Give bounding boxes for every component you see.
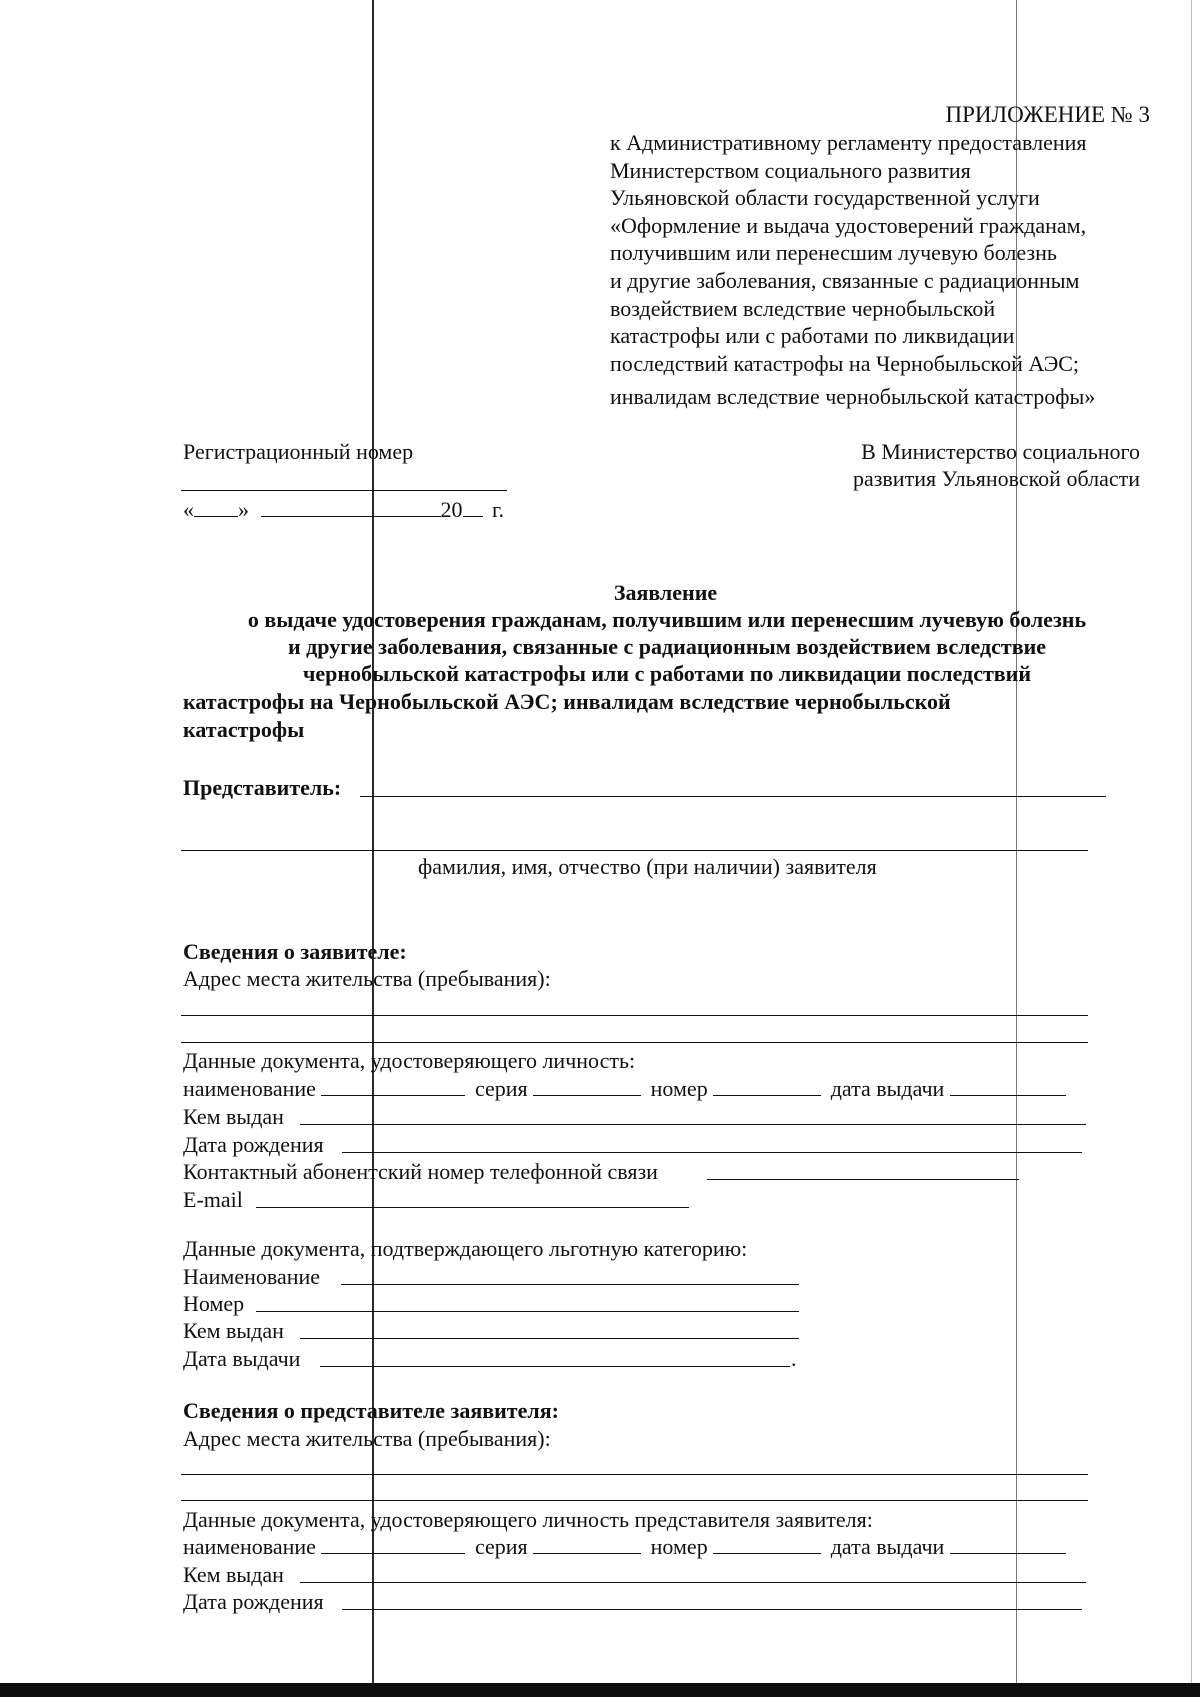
appendix-line: воздействием вследствие чернобыльской xyxy=(610,295,996,321)
applicant-id-doc-heading: Данные документа, удостоверяющего личность: xyxy=(183,1048,636,1073)
applicant-email-field[interactable] xyxy=(256,1207,689,1208)
rep-address-line-2[interactable] xyxy=(181,1500,1088,1501)
applicant-phone-label: Контактный абонентский номер телефонной связи xyxy=(183,1159,658,1184)
appendix-line: и другие заболевания, связанные с радиационным xyxy=(610,267,1080,293)
applicant-issued-by-label: Кем выдан xyxy=(183,1104,284,1129)
registration-label: Регистрационный номер xyxy=(183,439,414,464)
applicant-address-line-2[interactable] xyxy=(181,1042,1088,1043)
appendix-line: катастрофы или с работами по ликвидации xyxy=(610,323,1015,349)
addressee-line1: В Министерство социального xyxy=(861,439,1140,464)
appendix-line: Ульяновской области государственной услуги xyxy=(610,185,1040,211)
statement-line: катастрофы на Чернобыльской АЭС; инвалидам вследствие чернобыльской xyxy=(183,689,951,714)
rep-doc-issue-date-label: дата выдачи xyxy=(830,1534,945,1559)
date-year-suffix: г. xyxy=(492,497,505,522)
doc-series-field[interactable] xyxy=(533,1077,641,1096)
benefit-number-label: Номер xyxy=(183,1291,245,1316)
rep-doc-number-label: номер xyxy=(650,1534,708,1559)
applicant-address-label: Адрес места жительства (пребывания): xyxy=(183,966,551,991)
doc-series-label: серия xyxy=(474,1076,528,1101)
statement-line: о выдаче удостоверения гражданам, получившим или перенесшим лучевую болезнь xyxy=(247,607,1087,632)
scan-edge-line xyxy=(1191,0,1192,1683)
statement-line: и другие заболевания, связанные с радиационным воздействием вследствие xyxy=(287,634,1047,659)
applicant-issued-by-field[interactable] xyxy=(300,1124,1086,1125)
appendix-number: ПРИЛОЖЕНИЕ № 3 xyxy=(945,102,1150,127)
registration-date-row xyxy=(183,498,504,521)
rep-id-doc-heading: Данные документа, удостоверяющего личность представителя заявителя: xyxy=(183,1507,873,1532)
rep-doc-number-field[interactable] xyxy=(713,1535,821,1554)
benefit-issue-date-label: Дата выдачи xyxy=(183,1346,301,1371)
applicant-phone-field[interactable] xyxy=(707,1179,1019,1180)
appendix-line: последствий катастрофы на Чернобыльской АЭС; xyxy=(610,350,1080,376)
representative-label: Представитель: xyxy=(183,775,342,800)
applicant-birth-date-field[interactable] xyxy=(342,1152,1082,1153)
rep-doc-series-label: серия xyxy=(474,1534,528,1559)
date-close-quote: » xyxy=(238,497,249,522)
doc-number-label: номер xyxy=(650,1076,708,1101)
doc-name-field[interactable] xyxy=(321,1077,465,1096)
appendix-line: Министерством социального развития xyxy=(610,157,971,183)
addressee-line2: развития Ульяновской области xyxy=(852,466,1140,491)
benefit-number-field[interactable] xyxy=(256,1311,799,1312)
rep-birth-date-label: Дата рождения xyxy=(183,1589,324,1614)
date-year-blank[interactable] xyxy=(463,498,483,517)
date-day-blank[interactable] xyxy=(194,498,238,517)
rep-address-line-1[interactable] xyxy=(181,1474,1088,1475)
benefit-issued-by-field[interactable] xyxy=(300,1338,799,1339)
benefit-heading: Данные документа, подтверждающего льготную категорию: xyxy=(183,1236,748,1261)
representative-caption: фамилия, имя, отчество (при наличии) заявителя xyxy=(418,854,877,879)
rep-birth-date-field[interactable] xyxy=(342,1609,1082,1610)
date-year-prefix: 20 xyxy=(440,497,463,522)
statement-line: катастрофы xyxy=(183,717,305,742)
rep-doc-series-field[interactable] xyxy=(533,1535,641,1554)
benefit-name-label: Наименование xyxy=(183,1264,321,1289)
benefit-name-field[interactable] xyxy=(341,1284,799,1285)
representative-name-line[interactable] xyxy=(360,796,1106,797)
rep-issued-by-label: Кем выдан xyxy=(183,1562,284,1587)
appendix-line: «Оформление и выдача удостоверений гражданам, xyxy=(610,212,1087,238)
appendix-line: получившим или перенесшим лучевую болезнь xyxy=(610,240,1057,266)
benefit-end-dot: . xyxy=(791,1346,797,1371)
scan-bottom-edge xyxy=(0,1683,1200,1697)
date-month-blank[interactable] xyxy=(261,498,441,517)
doc-issue-date-field[interactable] xyxy=(950,1077,1066,1096)
representative-name-line-2[interactable] xyxy=(181,850,1088,851)
rep-doc-name-field[interactable] xyxy=(321,1535,465,1554)
date-open-quote: « xyxy=(183,497,194,522)
applicant-birth-date-label: Дата рождения xyxy=(183,1132,324,1157)
rep-doc-name-label: наименование xyxy=(183,1534,316,1559)
rep-doc-issue-date-field[interactable] xyxy=(950,1535,1066,1554)
doc-number-field[interactable] xyxy=(713,1077,821,1096)
rep-address-label: Адрес места жительства (пребывания): xyxy=(183,1426,551,1451)
applicant-email-label: E-mail xyxy=(183,1187,243,1212)
applicant-id-doc-row xyxy=(183,1077,1066,1100)
statement-title: Заявление xyxy=(613,580,718,605)
appendix-line: инвалидам вследствие чернобыльской катастрофы» xyxy=(610,384,1096,410)
registration-number-line[interactable] xyxy=(181,490,507,491)
doc-name-label: наименование xyxy=(183,1076,316,1101)
rep-info-heading: Сведения о представителе заявителя: xyxy=(183,1398,559,1423)
benefit-issued-by-label: Кем выдан xyxy=(183,1318,284,1343)
appendix-line: к Административному регламенту предоставления xyxy=(610,130,1087,155)
rep-id-doc-row xyxy=(183,1535,1066,1558)
statement-line: чернобыльской катастрофы или с работами по ликвидации последствий xyxy=(302,661,1031,686)
doc-issue-date-label: дата выдачи xyxy=(830,1076,945,1101)
appendix-approval-block xyxy=(610,129,1095,411)
rep-issued-by-field[interactable] xyxy=(300,1582,1086,1583)
applicant-heading: Сведения о заявителе: xyxy=(183,939,407,964)
benefit-issue-date-field[interactable] xyxy=(320,1366,790,1367)
applicant-address-line-1[interactable] xyxy=(181,1015,1088,1016)
